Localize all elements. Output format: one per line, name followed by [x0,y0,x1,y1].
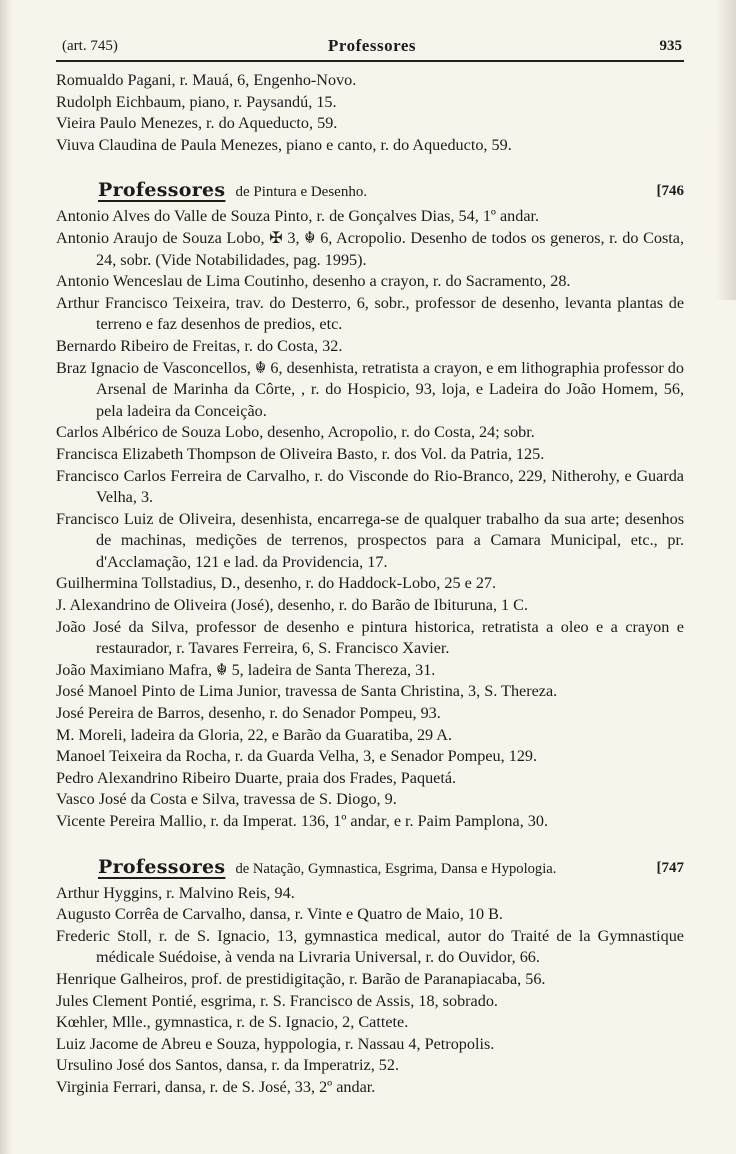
section-subtitle: de Natação, Gymnastica, Esgrima, Dansa e Hypologia. [235,860,557,877]
list-item: Carlos Albérico de Souza Lobo, desenho, Acropolio, r. do Costa, 24; sobr. [56,423,535,442]
section-painting-drawing [56,180,684,832]
list-item: M. Moreli, ladeira da Gloria, 22, e Barão da Guaratiba, 29 A. [56,725,453,744]
list-item: Kœhler, Mlle., gymnastica, r. de S. Ignacio, 2, Cattete. [56,1013,409,1032]
list-item: Luiz Jacome de Abreu e Souza, hyppologia, r. Nassau 4, Petropolis. [56,1034,495,1053]
list-item: João Maximiano Mafra, ☬ 5, ladeira de Santa Thereza, 31. [56,660,436,679]
section-title: Professores [98,855,226,878]
section-swimming-gymnastics [56,857,684,1099]
section-heading [56,857,684,883]
section-number: [747 [656,859,684,876]
section-title: Professores [98,179,226,202]
list-item: Rudolph Eichbaum, piano, r. Paysandú, 15. [56,92,337,111]
list-item: Virginia Ferrari, dansa, r. de S. José, 33, 2º andar. [56,1077,376,1096]
list-item: Ursulino José dos Santos, dansa, r. da Imperatriz, 52. [56,1056,400,1075]
running-title: Professores [328,36,416,55]
list-item: Viuva Claudina de Paula Menezes, piano e canto, r. do Aqueducto, 59. [56,135,512,154]
list-item: J. Alexandrino de Oliveira (José), desenho, r. do Barão de Ibituruna, 1 C. [56,596,529,615]
page-edge-right [716,0,736,300]
list-item: Henrique Galheiros, prof. de prestidigitação, r. Barão de Paranapiacaba, 56. [56,969,546,988]
running-header [62,34,682,58]
list-item: Augusto Corrêa de Carvalho, dansa, r. Vinte e Quatro de Maio, 10 B. [56,905,503,924]
list-item: Arthur Hyggins, r. Malvino Reis, 94. [56,883,295,902]
section-subtitle: de Pintura e Desenho. [235,184,368,201]
list-item: Vieira Paulo Menezes, r. do Aqueducto, 59. [56,114,338,133]
list-item: Romualdo Pagani, r. Mauá, 6, Engenho-Novo. [56,71,357,89]
list-item: Jules Clement Pontié, esgrima, r. S. Francisco de Assis, 18, sobrado. [56,991,498,1010]
section-heading [56,180,684,206]
list-item: Antonio Araujo de Souza Lobo, ✠ 3, ☬ 6, Acropolio. Desenho de todos os generos, r. do Costa, 24, sobr. (Vide Notabilidades, pag. 1995). [56,228,684,269]
section-number: [746 [656,183,684,200]
list-item: José Pereira de Barros, desenho, r. do Senador Pompeu, 93. [56,704,441,723]
page-edge-left [0,0,14,1154]
list-item: Guilhermina Tollstadius, D., desenho, r. do Haddock-Lobo, 25 e 27. [56,574,497,593]
list-item: Braz Ignacio de Vasconcellos, ☬ 6, desenhista, retratista a crayon, e em lithographia professor do Arsenal de Marinha da Côrte, , r. do Hospicio, 93, loja, e Ladeira do João Homem, 56, pela ladeira da Conceição. [56,358,684,420]
list-item: Francisco Carlos Ferreira de Carvalho, r. do Visconde do Rio-Branco, 229, Nitherohy, e Guarda Velha, 3. [56,466,684,507]
article-reference: (art. 745) [62,38,118,54]
directory-content [56,70,684,1099]
list-item: Francisca Elizabeth Thompson de Oliveira Basto, r. dos Vol. da Patria, 125. [56,444,545,463]
list-item: Vicente Pereira Mallio, r. da Imperat. 136, 1º andar, e r. Paim Pamplona, 30. [56,812,549,830]
list-item: Vasco José da Costa e Silva, travessa de S. Diogo, 9. [56,790,397,809]
list-item: Pedro Alexandrino Ribeiro Duarte, praia dos Frades, Paquetá. [56,768,457,787]
page-number: 935 [659,38,682,54]
list-item: Frederic Stoll, r. de S. Ignacio, 13, gymnastica medical, autor do Traité de la Gymnastique médicale Suédoise, à venda na Livraria Universal, r. do Ouvidor, 66. [56,926,684,967]
list-item: Bernardo Ribeiro de Freitas, r. do Costa, 32. [56,336,343,355]
list-item: Antonio Wenceslau de Lima Coutinho, desenho a crayon, r. do Sacramento, 28. [56,272,571,291]
list-item: João José da Silva, professor de desenho e pintura historica, retratista a oleo e a crayon e restaurador, r. Tavares Ferreira, 6, S. Francisco Xavier. [56,617,684,658]
intro-list [56,70,684,156]
list-item: Arthur Francisco Teixeira, trav. do Desterro, 6, sobr., professor de desenho, levanta plantas de terreno e faz desenhos de predios, etc. [56,293,684,334]
list-item: Francisco Luiz de Oliveira, desenhista, encarrega-se de qualquer trabalho da sua arte; desenhos de machinas, medições de terrenos, prospectos para a Camara Municipal, etc., pr. d'Acclamação, 121 e lad. da Providencia, 17. [56,509,684,571]
list-item: Manoel Teixeira da Rocha, r. da Guarda Velha, 3, e Senador Pompeu, 129. [56,747,538,766]
header-rule [56,60,684,62]
list-item: José Manoel Pinto de Lima Junior, travessa de Santa Christina, 3, S. Thereza. [56,682,558,701]
list-item: Antonio Alves do Valle de Souza Pinto, r. de Gonçalves Dias, 54, 1º andar. [56,207,540,226]
